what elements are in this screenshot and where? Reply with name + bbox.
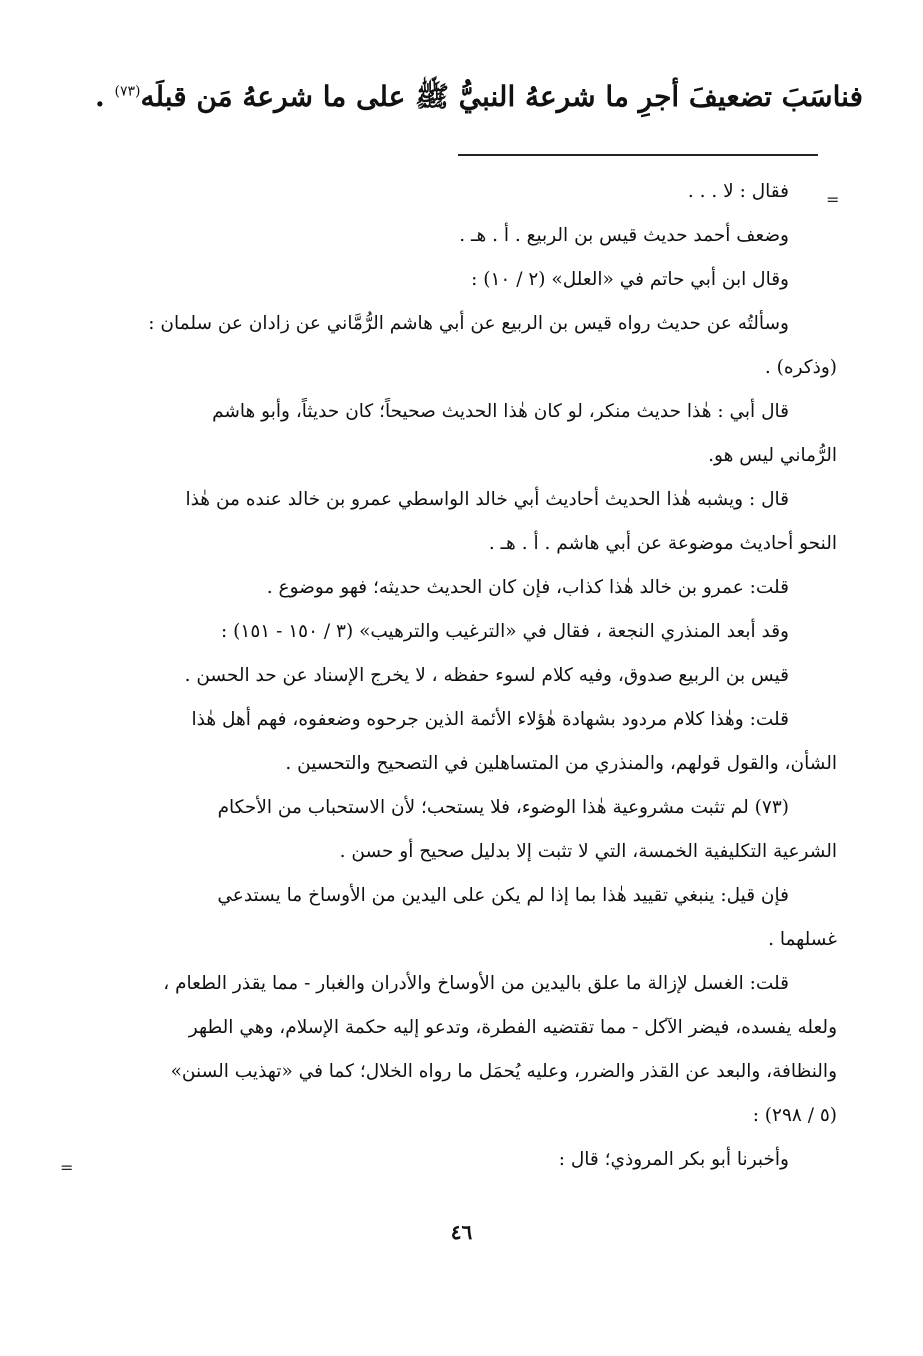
footnote-line: الشرعية التكليفية الخمسة، التي لا تثبت إلا بدليل صحيح أو حسن . <box>339 841 837 862</box>
footnote-line: وقال ابن أبي حاتم في «العلل» (٢ / ١٠) : <box>471 269 789 290</box>
footnote-line: فقال : لا . . . <box>687 181 789 202</box>
footnote-line: وأخبرنا أبو بكر المروذي؛ قال : <box>558 1149 789 1170</box>
footnote-line: وسألتُه عن حديث رواه قيس بن الربيع عن أبي هاشم الرُّمَّاني عن زادان عن سلمان : <box>148 313 789 334</box>
footnote-line: (٧٣) لم تثبت مشروعية هٰذا الوضوء، فلا يستحب؛ لأن الاستحباب من الأحكام <box>217 797 789 818</box>
page-number: ٤٦ <box>450 1220 473 1244</box>
footnote-divider <box>458 154 818 156</box>
footnote-line: ولعله يفسده، فيضر الآكل - مما تقتضيه الفطرة، وتدعو إليه حكمة الإسلام، وهي الطهر <box>188 1017 837 1038</box>
footnote-line: قيس بن الربيع صدوق، وفيه كلام لسوء حفظه ، لا يخرج الإسناد عن حد الحسن . <box>184 665 789 686</box>
main-text: فناسَبَ تضعيفَ أجرِ ما شرعهُ النبيُّ ﷺ على ما شرعهُ مَن قبلَه <box>140 80 863 113</box>
footnote-line: قلت: وهٰذا كلام مردود بشهادة هٰؤلاء الأئمة الذين جرحوه وضعفوه، فهم أهل هٰذا <box>191 709 789 730</box>
footnote-line: الرُّماني ليس هو. <box>708 445 837 466</box>
footnote-line: غسلهما . <box>768 929 837 950</box>
footnote-line: وقد أبعد المنذري النجعة ، فقال في «الترغيب والترهيب» (٣ / ١٥٠ - ١٥١) : <box>221 621 789 642</box>
footnote-line: والنظافة، والبعد عن القذر والضرر، وعليه يُحمَل ما رواه الخلال؛ كما في «تهذيب السنن» <box>170 1061 837 1082</box>
main-text-line <box>94 80 863 120</box>
footnote-line: قلت: الغسل لإزالة ما علق باليدين من الأوساخ والأدران والغبار - مما يقذر الطعام ، <box>163 973 789 994</box>
footnote-line: وضعف أحمد حديث قيس بن الربيع . أ . هـ . <box>459 225 789 246</box>
footnote-line: قال أبي : هٰذا حديث منكر، لو كان هٰذا الحديث صحيحاً؛ كان حديثاً، وأبو هاشم <box>212 401 789 422</box>
continuation-mark-top: = <box>826 190 840 209</box>
continuation-mark-bottom: = <box>60 1158 74 1177</box>
footnote-line: قلت: عمرو بن خالد هٰذا كذاب، فإن كان الحديث حديثه؛ فهو موضوع . <box>266 577 789 598</box>
footnote-line: قال : ويشبه هٰذا الحديث أحاديث أبي خالد الواسطي عمرو بن خالد عنده من هٰذا <box>185 489 789 510</box>
footnote-line: النحو أحاديث موضوعة عن أبي هاشم . أ . هـ . <box>488 533 837 554</box>
footnotes <box>93 170 837 1182</box>
footnote-line: (٥ / ٢٩٨) : <box>752 1105 837 1126</box>
footnote-line: فإن قيل: ينبغي تقييد هٰذا بما إذا لم يكن على اليدين من الأوساخ ما يستدعي <box>217 885 789 906</box>
footnote-line: (وذكره) . <box>764 357 837 378</box>
footnote-reference: (٧٣) <box>114 83 141 100</box>
main-text-end: . <box>94 80 105 113</box>
footnote-line: الشأن، والقول قولهم، والمنذري من المتساهلين في التصحيح والتحسين . <box>285 753 837 774</box>
